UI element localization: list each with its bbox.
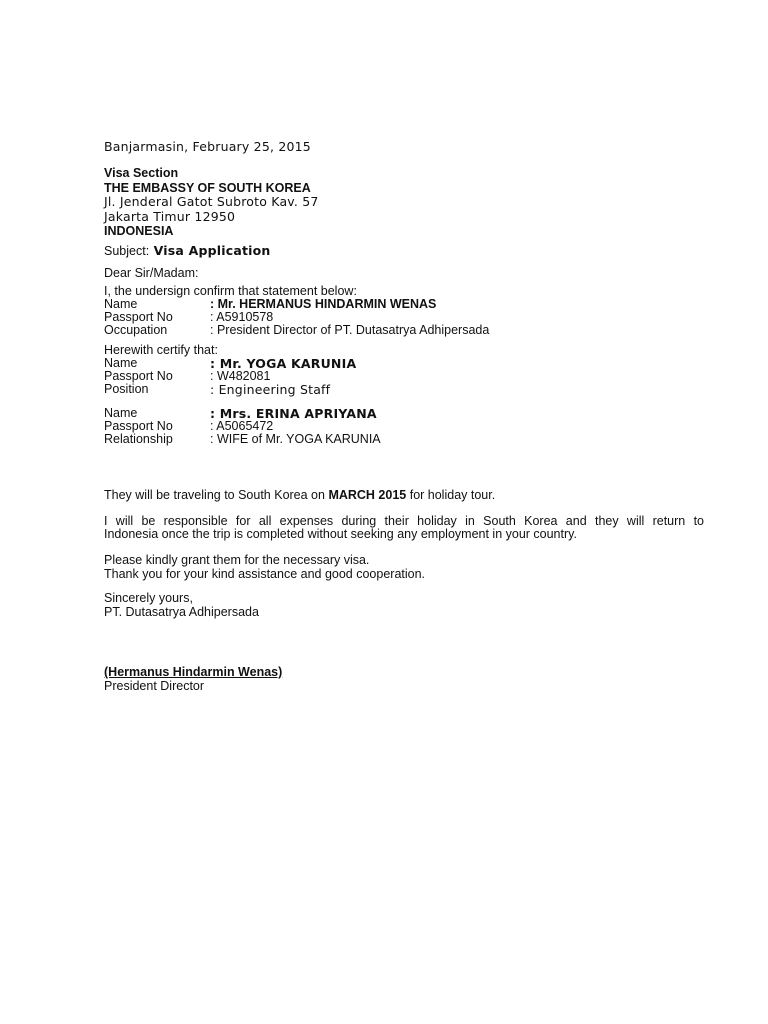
intro-text: I, the undersign confirm that statement below: xyxy=(104,284,357,298)
sponsor-name-row: Name : Mr. HERMANUS HINDARMIN WENAS xyxy=(104,297,437,311)
place-date: Banjarmasin, February 25, 2015 xyxy=(104,139,311,154)
recipient-block xyxy=(104,166,319,239)
responsibility-paragraph: I will be responsible for all expenses during their holiday in South Korea and they will return to Indonesia once the trip is completed without seeking any employment in your country. xyxy=(104,514,704,541)
traveler2-block xyxy=(104,407,704,446)
traveler1-position-row: Position : Engineering Staff xyxy=(104,382,331,397)
letter-page xyxy=(104,0,704,1024)
sponsor-occupation-row: Occupation : President Director of PT. Dutasatrya Adhipersada xyxy=(104,323,490,337)
recipient-country: INDONESIA xyxy=(104,224,174,238)
recipient-address-line1: Jl. Jenderal Gatot Subroto Kav. 57 xyxy=(104,194,319,209)
traveler1-block xyxy=(104,344,704,396)
signatory-name: (Hermanus Hindarmin Wenas) xyxy=(104,665,283,679)
thanks-text: Thank you for your kind assistance and good cooperation. xyxy=(104,566,426,581)
subject-line xyxy=(104,244,271,259)
recipient-embassy: THE EMBASSY OF SOUTH KOREA xyxy=(104,180,311,195)
certify-text: Herewith certify that: xyxy=(104,343,218,357)
signatory-title: President Director xyxy=(104,678,205,693)
request-text: Please kindly grant them for the necessary visa. xyxy=(104,553,370,567)
closing-text: Sincerely yours, xyxy=(104,591,193,605)
company-name: PT. Dutasatrya Adhipersada xyxy=(104,604,259,619)
traveler1-name-row: Name : Mr. YOGA KARUNIA xyxy=(104,356,357,371)
recipient-address-line2: Jakarta Timur 12950 xyxy=(104,208,236,224)
travel-date: MARCH 2015 xyxy=(328,488,407,502)
traveler2-relationship-row: Relationship : WIFE of Mr. YOGA KARUNIA xyxy=(104,432,381,446)
subject-value: Visa Application xyxy=(153,243,271,258)
sponsor-passport-row: Passport No : A5910578 xyxy=(104,310,274,324)
signature-block xyxy=(104,666,282,693)
salutation: Dear Sir/Madam: xyxy=(104,266,199,280)
traveler1-passport-row: Passport No : W482081 xyxy=(104,369,271,383)
recipient-section: Visa Section xyxy=(104,166,179,180)
request-block xyxy=(104,554,425,581)
travel-statement: They will be traveling to South Korea on MARCH 2015 for holiday tour. xyxy=(104,488,496,502)
traveler2-passport-row: Passport No : A5065472 xyxy=(104,419,274,433)
sponsor-block xyxy=(104,285,704,337)
subject-label: Subject: xyxy=(104,244,150,258)
traveler2-name-row: Name : Mrs. ERINA APRIYANA xyxy=(104,406,377,421)
closing-block xyxy=(104,592,259,619)
